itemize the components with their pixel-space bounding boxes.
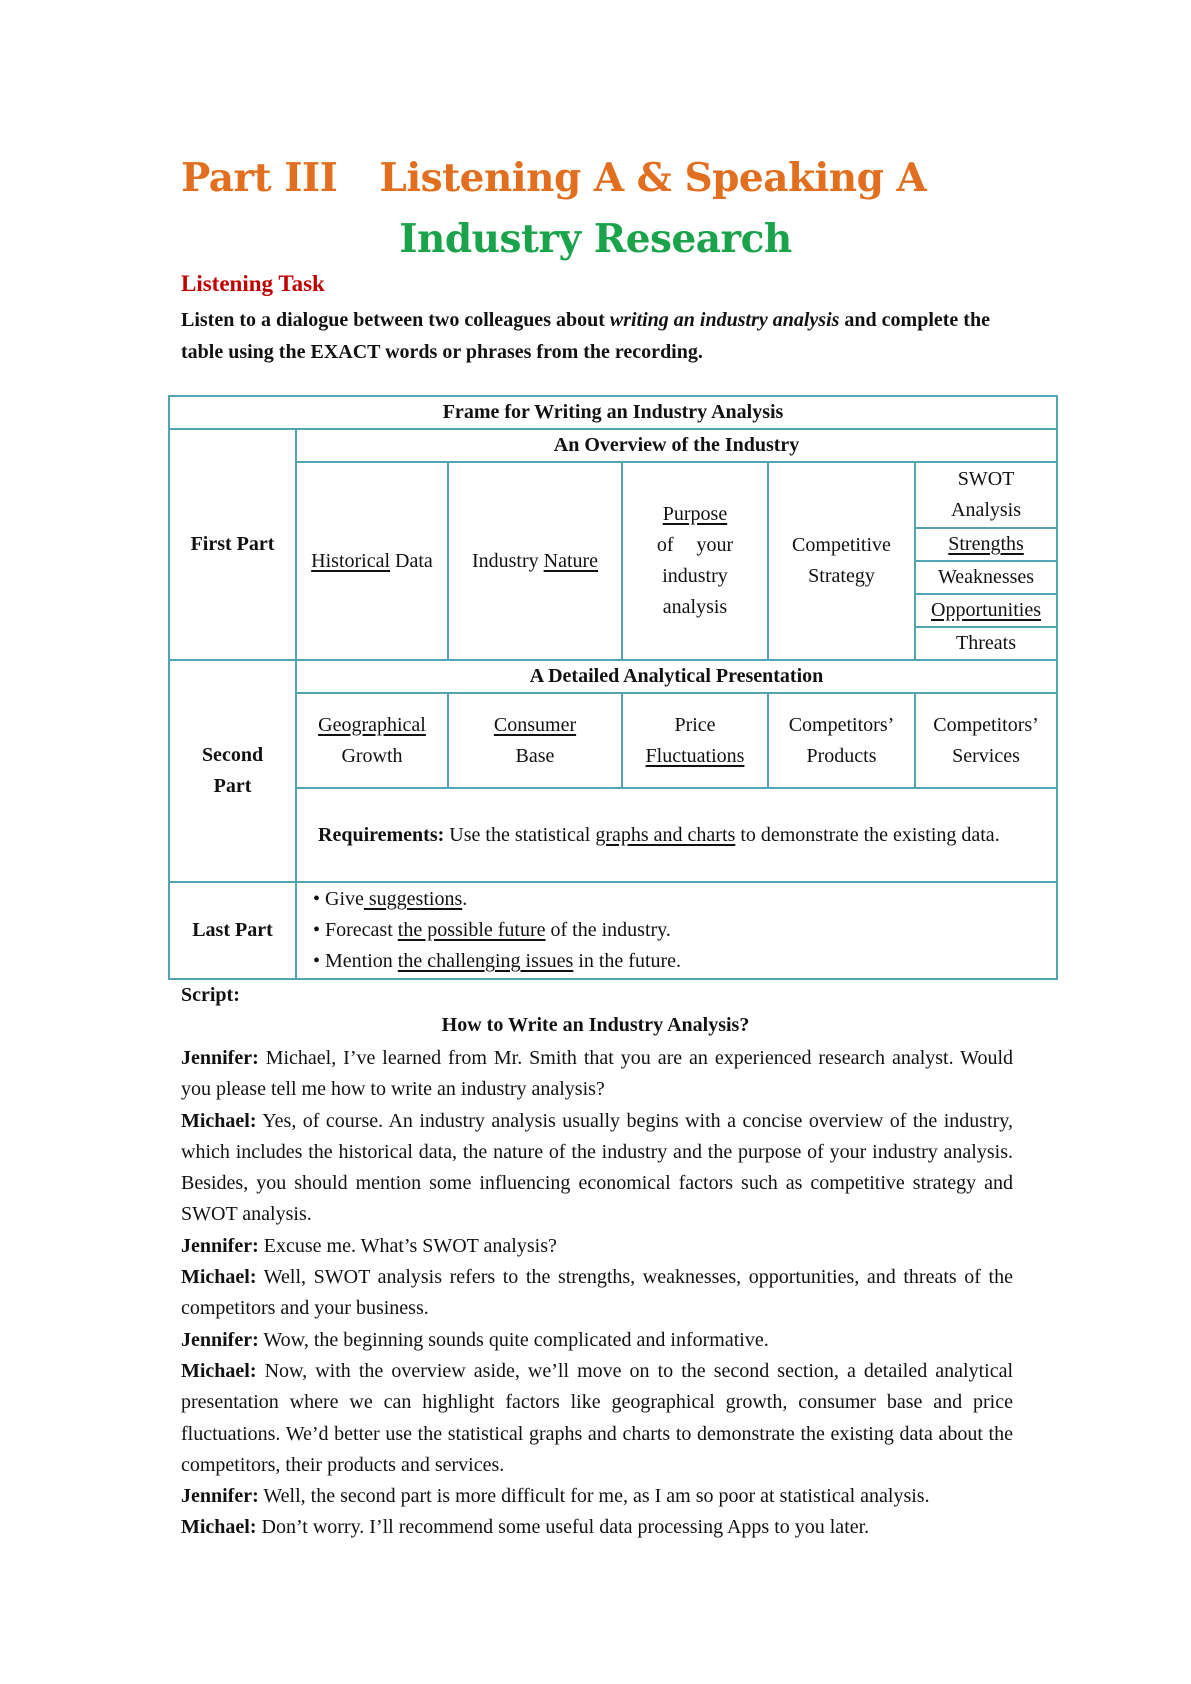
competitors-products-cell: Competitors’ Products [768, 693, 915, 788]
bullet-forecast: • Forecast the possible future of the industry. [313, 919, 671, 941]
second-part-label: Second Part [169, 660, 296, 882]
requirements-cell: Requirements: Use the statistical graphs and charts to demonstrate the existing data. [296, 788, 1057, 882]
part-number: Part III [181, 155, 338, 201]
dialogue-line: Jennifer: Michael, I’ve learned from Mr. Smith that you are an experienced research analyst. Would you please tell me how to write an industry analysis? [181, 1047, 1013, 1101]
purpose-cell: Purpose of your industry analysis [622, 462, 768, 660]
dialogue-line: Michael: Don’t worry. I’ll recommend some useful data processing Apps to you later. [181, 1516, 870, 1539]
last-part-cell [296, 882, 1057, 979]
dialogue-line: Michael: Now, with the overview aside, we’ll move on to the second section, a detailed analytical presentation where we can highlight factors like geographical growth, consumer base and price fluctuations. We’d better use the statistical graphs and charts to demonstrate the existing data about the competitors, their products and services. [181, 1359, 1013, 1476]
bullet-challenges: • Mention the challenging issues in the future. [313, 950, 682, 972]
competitors-services-cell: Competitors’ Services [915, 693, 1057, 788]
task-instruction: Listen to a dialogue between two colleagues about writing an industry analysis and complete the table using the EXACT words or phrases from the recording. [181, 309, 990, 363]
presentation-heading: A Detailed Analytical Presentation [296, 660, 1057, 693]
swot-threats: Threats [915, 627, 1057, 660]
dialogue-line: Jennifer: Wow, the beginning sounds quite complicated and informative. [181, 1328, 769, 1351]
competitive-strategy-cell: Competitive Strategy [768, 462, 915, 660]
bullet-suggestions: • Give suggestions. [313, 888, 468, 910]
section-title: Listening A & Speaking A [379, 155, 927, 201]
dialogue-line: Michael: Well, SWOT analysis refers to the strengths, weaknesses, opportunities, and threats of the competitors and your business. [181, 1266, 1013, 1320]
swot-heading-cell: SWOT Analysis [915, 462, 1057, 528]
last-part-label: Last Part [169, 882, 296, 979]
analysis-frame-table [168, 395, 1058, 980]
task-title: Listening Task [181, 271, 325, 296]
geographical-growth-cell: Geographical Growth [296, 693, 448, 788]
first-part-label: First Part [169, 429, 296, 660]
swot-weaknesses: Weaknesses [915, 561, 1057, 594]
overview-heading: An Overview of the Industry [296, 429, 1057, 462]
swot-opportunities: Opportunities [915, 594, 1057, 627]
script-title: How to Write an Industry Analysis? [441, 1014, 750, 1036]
industry-nature-cell: Industry Nature [448, 462, 622, 660]
swot-strengths: Strengths [915, 528, 1057, 561]
part-heading [181, 155, 926, 201]
price-fluctuations-cell: Price Fluctuations [622, 693, 768, 788]
table-caption: Frame for Writing an Industry Analysis [169, 396, 1057, 429]
script-label: Script: [181, 984, 240, 1006]
dialogue-line: Jennifer: Well, the second part is more difficult for me, as I am so poor at statistical analysis. [181, 1485, 930, 1508]
instruction-topic: writing an industry analysis [609, 309, 840, 331]
unit-subtitle: Industry Research [399, 216, 792, 262]
dialogue-line: Michael: Yes, of course. An industry analysis usually begins with a concise overview of the industry, which includes the historical data, the nature of the industry and the purpose of your industry analysis. Besides, you should mention some influencing economical factors such as competitive strategy and SWOT analysis. [181, 1109, 1013, 1226]
dialogue-line: Jennifer: Excuse me. What’s SWOT analysis? [181, 1234, 557, 1257]
consumer-base-cell: Consumer Base [448, 693, 622, 788]
historical-data-cell: Historical Data [296, 462, 448, 660]
dialogue [181, 1043, 1013, 1544]
